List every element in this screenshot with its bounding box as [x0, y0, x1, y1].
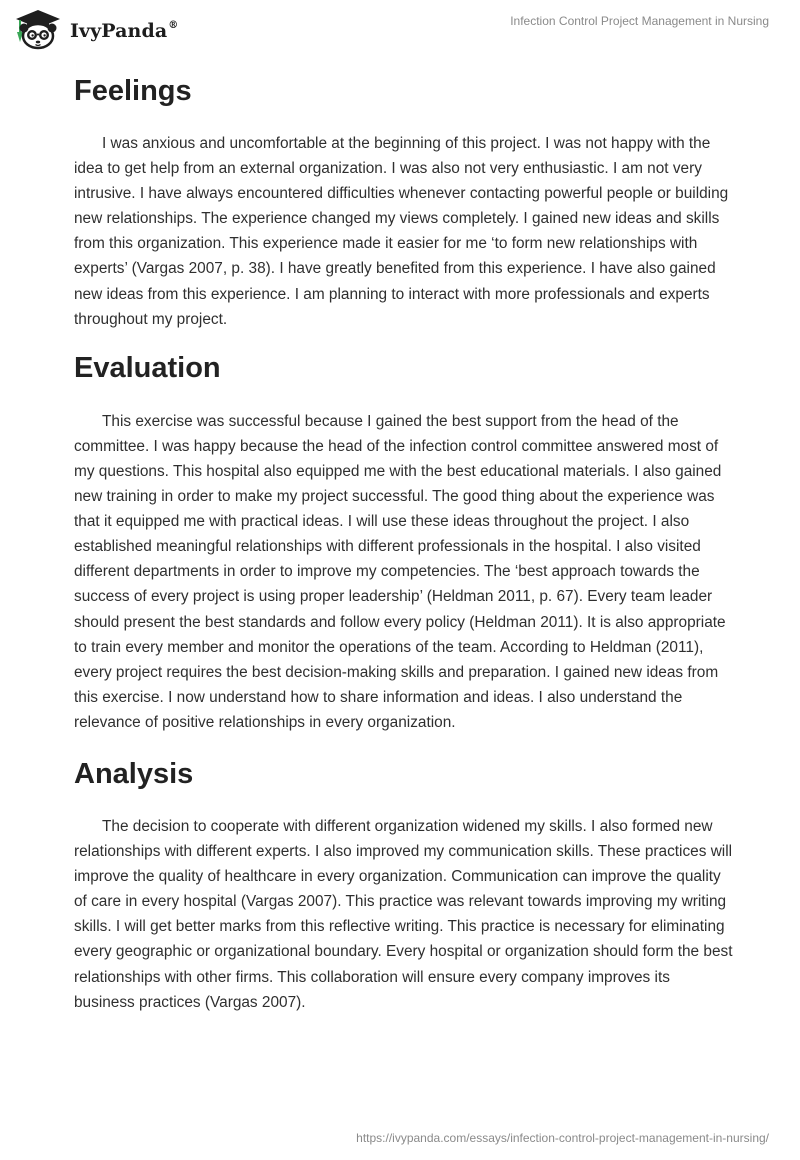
logo-wordmark: IvyPanda® [70, 19, 179, 42]
registered-mark: ® [168, 19, 179, 31]
ivypanda-logo[interactable] [14, 8, 178, 50]
section-heading: Feelings [74, 75, 192, 107]
section-heading: Evaluation [74, 351, 221, 384]
section-paragraph: The decision to cooperate with different organization widened my skills. I also formed new relationships with different experts. I also improved my communication skills. These practices will improve the quality of healthcare in every organization. Communication can improve the quality of care in every hospital (Vargas 2007). This practice was relevant towards improving my writing skills. I will get better marks from this reflective writing. This practice is necessary for eliminating every geographic or organizational boundary. Every hospital or organization should form the best relationships with other firms. This collaboration will ensure every company improves its business practices (Vargas 2007). [74, 817, 733, 1011]
document-title: Infection Control Project Management in Nursing [510, 14, 769, 28]
section-evaluation [74, 345, 734, 735]
section-analysis [74, 751, 734, 1015]
section-paragraph: I was anxious and uncomfortable at the beginning of this project. I was not happy with the idea to get help from an external organization. I was also not very enthusiastic. I am not very intrusive. I have always encountered difficulties whenever contacting powerful people or building new relationships. The experience changed my views completely. I gained new ideas and skills from this organization. This experience made it easier for me ‘to form new relationships with experts’ (Vargas 2007, p. 38). I have greatly benefited from this experience. I have also gained new ideas from this experience. I am planning to interact with more professionals and experts throughout my project. [74, 135, 729, 328]
section-paragraph: This exercise was successful because I gained the best support from the head of the committee. I was happy because the head of the infection control committee answered most of my questions. This hospital also equipped me with the best educational materials. I also gained new training in order to make my project successful. The good thing about the experience was that it equipped me with practical ideas. I will use these ideas throughout the project. I also established meaningful relationships with different professionals in the hospital. I also visited different departments in order to improve my competencies. The ‘best approach towards the success of every project is using proper leadership’ (Heldman 2011, p. 67). Every team leader should present the best standards and follow every policy (Heldman 2011). It is also appropriate to train every member and monitor the operations of the team. According to Heldman (2011), every project requires the best decision-making skills and preparation. I gained new ideas from this exercise. I now understand how to share information and ideas. I also understand the relevance of positive relationships in every organization. [74, 412, 726, 731]
section-feelings [74, 68, 734, 332]
source-url[interactable]: https://ivypanda.com/essays/infection-control-project-management-in-nursing/ [356, 1131, 769, 1145]
page-header [0, 0, 800, 60]
panda-graduation-cap-logo-icon [14, 8, 62, 50]
essay-content [74, 68, 734, 1015]
section-heading: Analysis [74, 757, 194, 790]
